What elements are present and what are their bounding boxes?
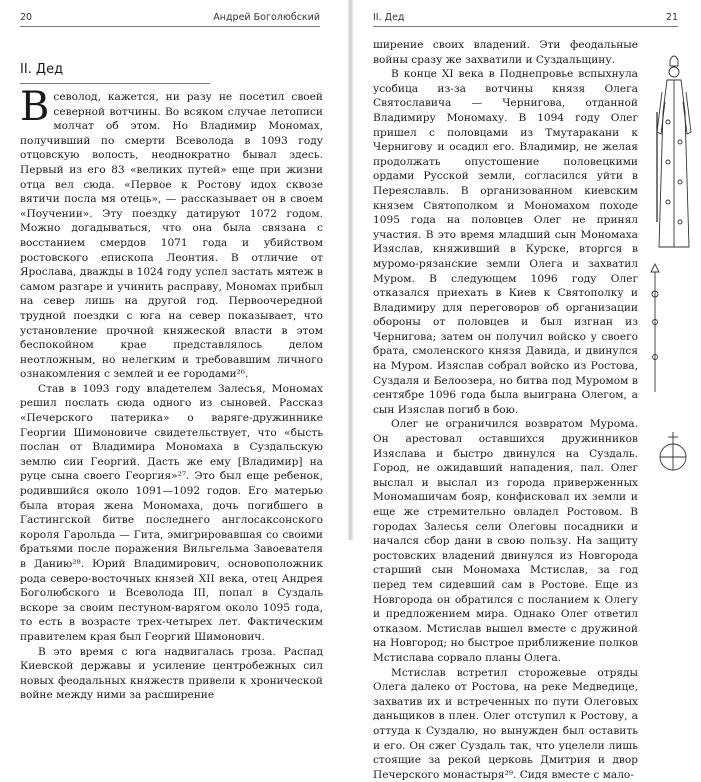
left-header — [20, 12, 320, 27]
paragraph: Олег не ограничился возвратом Мурома. Он арестовал оставшихся дружинников Изяслава и быстро двинулся на Суздаль. Город, не ожидавший нападения, пал. Олег выслал и выслал из города приверженных Мономашичам бояр, конфисковал их земли и еще же стремительно овладел Ростовом. В городах Залесья сели Олеговы посадники и начался сбор дани в свою пользу. На защиту ростовских владений двинулся из Новгорода старший сын Мономаха Мстислав, за год перед тем сидевший сам в Ростове. Еще из Новгорода он обратился с посланием к Олегу и предложением мира. Однако Олег ответил отказом. Мстислав вышел вместе с дружиной на Новгород; но быстрое приближение полков Мстислава сорвало планы Олега. — [373, 418, 638, 664]
paragraph: Мстислав встретил сторожевые отряды Олега далеко от Ростова, на реке Медведице, захватив их и встреченных по пути Олеговых даньщиков в плен. Олег отступил к Ростову, а оттуда к Суздалю, но вынужден был оставить и его. Он сжег Суздаль так, что уцелели лишь стоящие за рекой церковь Дмитрия и двор Печерского монастыря²⁹. Сидя вместе с мало- — [373, 666, 638, 781]
paragraph: В конце XI века в Поднепровье вспыхнула усобица из-за вотчины князя Олега Святославича — Чернигова, отданной Владимиру Мономаху. В 1094 году Олег пришел с половцами из Тмутаракани к Чернигову и осадил его. Владимир, не желая продолжать опустошение половецкими ордами Русской земли, согласился уйти в Переяславль. В организованном киевским князем Святополком и Мономахом походе 1095 года на половцев Олег не принял участия. В это время младший сын Мономаха Изяслав, княживший в Курске, вторгся в муромо-рязанские земли Олега и захватил Муром. В следующем 1096 году Олег отказался приехать в Киев к Святополку и Владимиру для переговоров об организации обороны от половцев и был изгнан из Чернигова; затем он получил войско у своего брата, смоленского князя Давида, и двинулся на Муром. Изяслав собрал войско из Ростова, Суздаля и Белоозера, но битва под Муромом в сентябре 1096 года была выиграна Олегом, а сын Изяслав погиб в бою. — [373, 68, 638, 416]
right-body-text — [373, 38, 638, 782]
paragraph: В это время с юга надвигалась гроза. Распад Киевской державы и усиление центробежных сил новых феодальных княжеств привели к хронической войне между ними за расширение — [20, 645, 323, 702]
drop-cap: В — [20, 84, 50, 130]
right-page — [353, 0, 701, 781]
left-body-text — [20, 84, 323, 703]
right-running-title: II. Дед — [373, 12, 405, 23]
paragraph: ширение своих владений. Эти феодальные войны сразу же захватили и Суздальщину. — [373, 39, 638, 66]
scepter-and-orb-illustration — [643, 262, 695, 488]
paragraph: Всеволод, кажется, ни разу не посетил своей северной вотчины. Во всяком случае летописи молчат об этом. Но Владимир Мономах, получивший по смерти Всеволода в 1093 году отцовскую волость, неоднократно бывал здесь. Первый из его 83 «великих путей» еще при жизни отца вел сюда. «Первое к Ростову идох сквозе вятичи посла мя отець», — рассказывает он в своем «Поучении». Эту поездку датируют 1072 годом. Можно догадываться, что она была связана с восстанием смердов 1071 года и убийством ростовского епископа Леонтия. В отличие от Ярослава, дважды в 1024 году успел застать мятеж в самом разгаре и учинить расправу, Мономах прибыл на север лишь на другой год. Первоочередной трудной поездки с юга на север показывает, что установление прочной княжеской власти в этом беспокойном крае представлялось делом неотложным, но нелегким и требовавшим личного ознакомления с землей и ее городами²⁶. — [20, 84, 323, 381]
left-page — [0, 0, 348, 702]
prince-figure-illustration — [653, 52, 695, 257]
left-running-title: Андрей Боголюбский — [213, 12, 320, 23]
chapter-title: II. Дед — [20, 62, 210, 84]
right-page-number: 21 — [665, 12, 678, 23]
right-header — [373, 12, 678, 27]
left-page-number: 20 — [20, 12, 33, 23]
paragraph: Став в 1093 году владетелем Залесья, Мономах решил послать сюда одного из сыновей. Рассказ «Печерского патерика» о варяге-дружиннике Георгии Шимоновиче свидетельствует, что «бысть послан от Владимира Мономаха в Суздальскую землю сии Георгий. Дасть же ему [Владимир] на руце сына своего Георгия»²⁷. Это был еще ребенок, родившийся около 1091—1092 годов. Его матерью была вторая жена Мономаха, дочь погибшего в Гастингской битве последнего англосаксонского короля Гарольда — Гита, эмигрировавшая со своими братьями после поражения Вильгельма Завоевателя в Данию²⁸. Юрий Владимирович, основоположник рода северо-восточных князей XII века, отец Андрея Боголюбского и Всеволода III, попал в Суздаль вскоре за своим пестуном-варягом около 1095 года, то есть в возрасте трех-четырех лет. Фактическим правителем края был Георгий Шимонович. — [20, 382, 323, 643]
